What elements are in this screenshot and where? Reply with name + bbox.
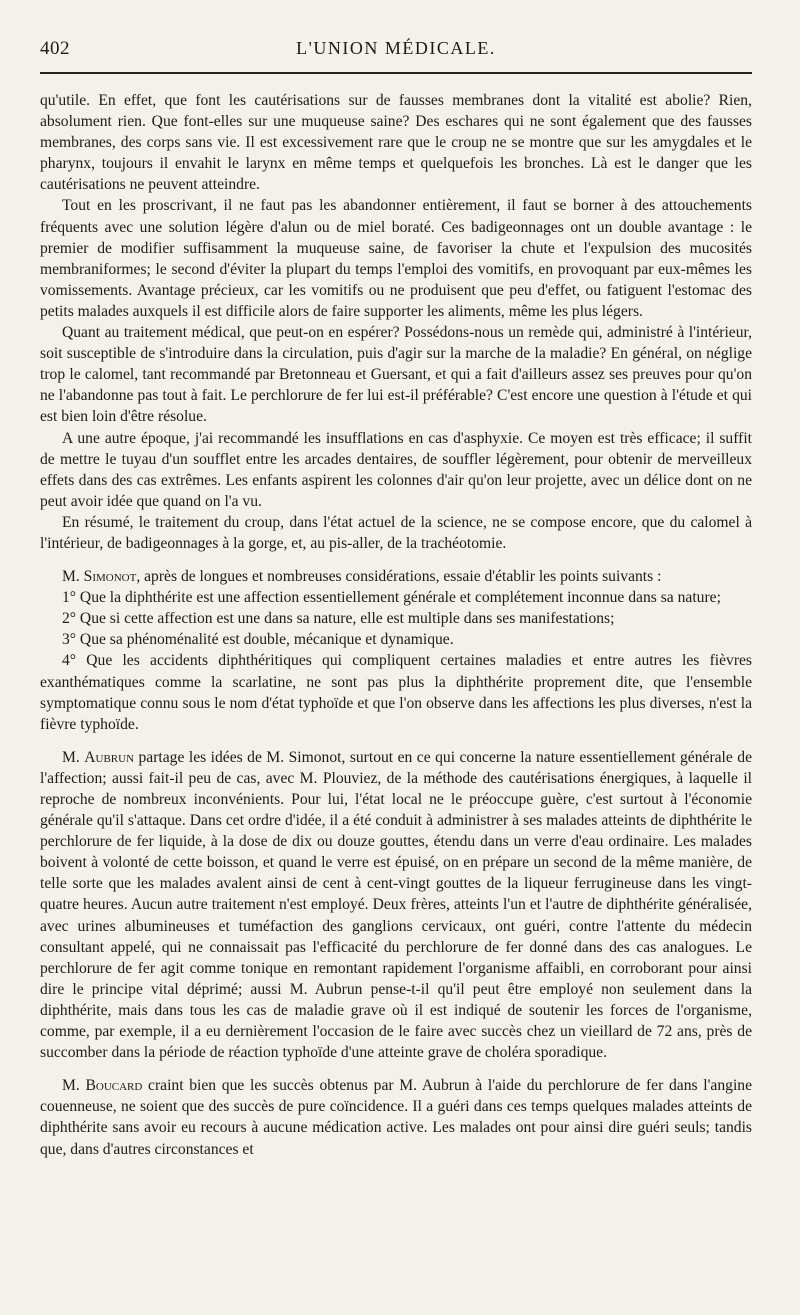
speaker-prefix: M. [62, 748, 85, 766]
simonot-point: 4° Que les accidents diphthéritiques qui compliquent certaines maladies et entre autres les fièvres exanthématiques comme la scarlatine, ne sont pas plus la diphthérite proprement dite, que l'ensemble symptomatique connu sous le nom d'état typhoïde et que l'on observe dans les affections les plus diverses, n'est la fièvre typhoïde. [40, 652, 752, 733]
simonot-point: 2° Que si cette affection est une dans sa nature, elle est multiple dans ses manifestations; [62, 610, 615, 628]
boucard-text: craint bien que les succès obtenus par M. Aubrun à l'aide du perchlorure de fer dans l'angine couenneuse, ne soient que des succès de pure coïncidence. Il a guéri dans ces temps quelques malades atteints de diphthérite sans avoir eu recours à aucune médication active. Les malades ont pour ainsi dire guéri seuls; tandis que, dans d'autres circonstances et [40, 1077, 752, 1158]
boucard-paragraph [40, 1075, 752, 1159]
aubrun-paragraph [40, 747, 752, 1063]
paragraph: A une autre époque, j'ai recommandé les insufflations en cas d'asphyxie. Ce moyen est très efficace; il suffit de mettre le tuyau d'un soufflet entre les arcades dentaires, de souffler légèrement, pour obtenir de merveilleux effets dans des cas extrêmes. Les enfants aspirent les colonnes d'air qu'on leur projette, avec un délice dont on ne peut avoir idée que quand on l'a vu. [40, 429, 752, 510]
header-rule [40, 72, 752, 74]
simonot-point: 3° Que sa phénoménalité est double, mécanique et dynamique. [62, 631, 454, 649]
page-number: 402 [40, 38, 70, 59]
simonot-intro: , après de longues et nombreuses considérations, essaie d'établir les points suivants : [136, 568, 662, 586]
article-body [40, 90, 752, 1160]
simonot-point: 1° Que la diphthérite est une affection essentiellement générale et complétement inconnue dans sa nature; [62, 589, 721, 607]
paragraph-continuation: qu'utile. En effet, que font les cautérisations sur de fausses membranes dont la vitalité est abolie? Rien, absolument rien. Que font-elles sur une muqueuse saine? Des eschares qui ne sont également que des fausses membranes, des corps sans vie. Il est excessivement rare que le croup ne se montre que sur les amygdales et le pharynx, toujours il envahit le larynx en même temps et quelquefois les bronches. Là est le danger que les cautérisations ne peuvent atteindre. [40, 92, 752, 194]
paragraph: Tout en les proscrivant, il ne faut pas les abandonner entièrement, il faut se borner à des attouchements fréquents avec une solution légère d'alun ou de miel boraté. Ces badigeonnages ont un double avantage : le premier de modifier suffisamment la muqueuse saine, de favoriser la chute et l'expulsion des mucosités membraniformes; le second d'éviter la plupart du temps l'emploi des vomitifs, en provoquant par eux-mêmes les vomissements. Avantage précieux, car les vomitifs ou ne produisent que peu d'effet, ou fatiguent l'estomac des petits malades auxquels il est difficile alors de faire supporter les aliments, même les plus légers. [40, 197, 752, 320]
paragraph: Quant au traitement médical, que peut-on en espérer? Possédons-nous un remède qui, administré à l'intérieur, soit susceptible de s'introduire dans la circulation, puis d'agir sur la marche de la maladie? En général, on néglige trop le calomel, tant recommandé par Bretonneau et Guersant, et qui a fait d'ailleurs assez ses preuves pour qu'on ne l'abandonne pas tout à fait. Le perchlorure de fer lui est-il préférable? C'est encore une question à l'étude et qui est bien loin d'être résolue. [40, 324, 752, 426]
speaker-name: Simonot [83, 568, 137, 586]
aubrun-text: partage les idées de M. Simonot, surtout en ce qui concerne la nature essentiellement générale de l'affection; aussi fait-il peu de cas, avec M. Plouviez, de la méthode des cautérisations énergiques, à laquelle il reproche de nombreux inconvénients. Pour lui, l'état local ne le préoccupe guère, c'est surtout à l'économie générale qu'il s'attaque. Dans cet ordre d'idée, il a été conduit à administrer à ses malades atteints de diphthérite le perchlorure de fer liquide, à la dose de dix ou douze gouttes, étendu dans un verre d'eau ordinaire. Les malades boivent à volonté de cette boisson, et quand le verre est épuisé, on en prépare un second de la même manière, de telle sorte que les malades avalent ainsi de cent à cent-vingt gouttes de la liqueur ferrugineuse dans les vingt-quatre heures. Aucun autre traitement n'est employé. Deux frères, atteints l'un et l'autre de diphthérite généralisée, avec urines albumineuses et tuméfaction des ganglions cervicaux, ont guéri, contre l'attente du médecin consultant appelé, qui ne connaissait pas l'efficacité du perchlorure de fer donné dans des cas analogues. Le perchlorure de fer agit comme tonique en remontant rapidement l'organisme affaibli, en corroborant pour ainsi dire le principe vital déprimé; aussi M. Aubrun pense-t-il qu'il peut être employé non seulement dans la diphthérite, mais dans tous les cas de maladie grave où il est indiqué de soutenir les forces de l'organisme, comme, par exemple, il a eu dernièrement l'occasion de le faire avec succès chez un vieillard de 72 ans, près de succomber dans la période de réaction typhoïde d'une atteinte grave de choléra sporadique. [40, 748, 753, 1062]
speaker-prefix: M. [62, 568, 84, 586]
paragraph: En résumé, le traitement du croup, dans l'état actuel de la science, ne se compose encore, que du calomel à l'intérieur, de badigeonnages à la gorge, et, au pis-aller, de la trachéotomie. [40, 513, 752, 552]
speaker-name: Boucard [85, 1077, 143, 1095]
speaker-name: Aubrun [84, 748, 135, 766]
running-title: L'UNION MÉDICALE. [296, 38, 496, 58]
simonot-paragraph [40, 566, 752, 587]
speaker-prefix: M. [62, 1077, 86, 1095]
page-header [40, 38, 752, 66]
